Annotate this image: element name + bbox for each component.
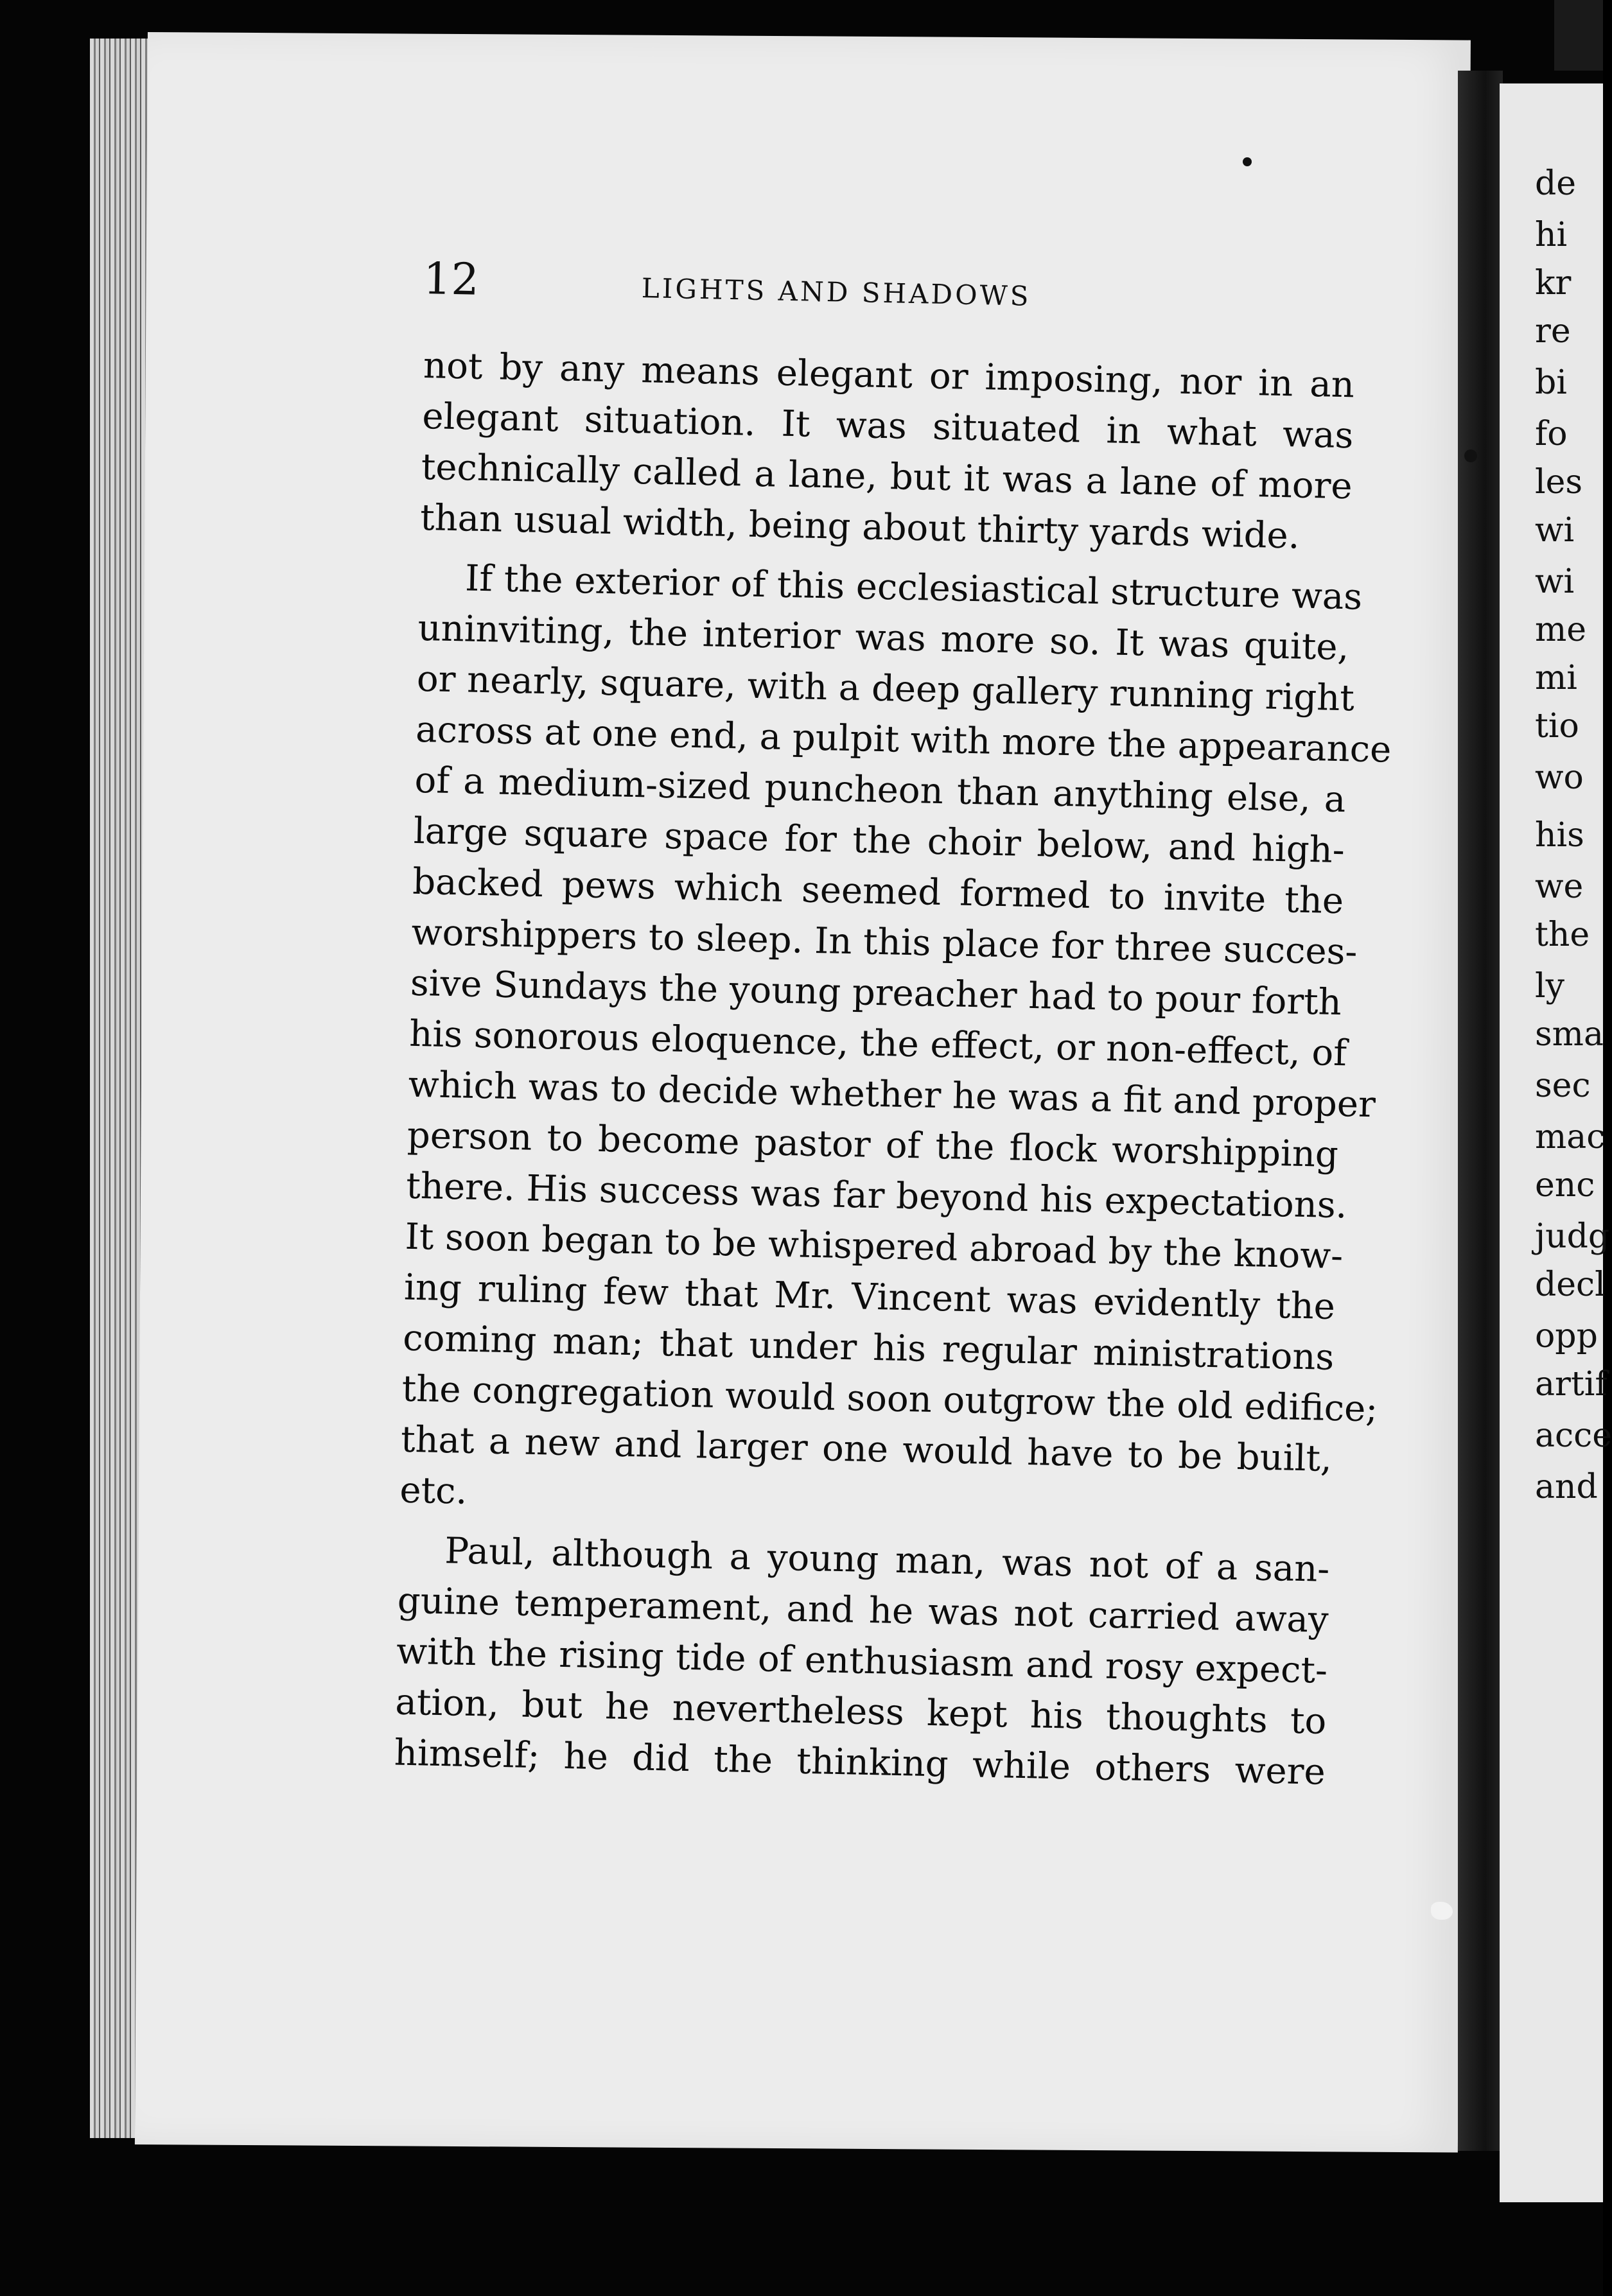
text-line: If the exterior of this ecclesiastical structure was — [464, 557, 1363, 618]
text-line: large square space for the choir below, and high- — [413, 810, 1345, 872]
facing-page-fragment: wi — [1535, 562, 1575, 601]
text-line: worshippers to sleep. In this place for three succes- — [411, 911, 1358, 973]
facing-page-fragment: sec — [1535, 1066, 1591, 1105]
text-line: which was to decide whether he was a fit and proper — [408, 1063, 1376, 1126]
facing-page-fragment: tio — [1535, 707, 1579, 745]
facing-page-fragment: bi — [1535, 363, 1567, 402]
scan-speck — [1464, 449, 1477, 462]
text-line: or nearly, square, with a deep gallery running right — [416, 657, 1355, 720]
facing-page-fragment: wo — [1535, 758, 1584, 797]
facing-page-fragment: artif — [1535, 1365, 1608, 1404]
facing-page-fragment: mac — [1535, 1118, 1606, 1156]
text-line: Paul, although a young man, was not of a san- — [444, 1530, 1330, 1590]
scan-corner-shadow — [1554, 0, 1603, 71]
facing-page-fragment: kr — [1535, 264, 1572, 302]
facing-page-fragment: de — [1535, 164, 1577, 203]
text-line: ing ruling few that Mr. Vincent was evidently the — [403, 1266, 1336, 1328]
body-text — [394, 340, 1392, 1798]
page-number: 12 — [423, 254, 480, 306]
facing-page-fragment: re — [1535, 312, 1571, 351]
facing-page-fragment: the — [1535, 916, 1590, 954]
facing-page-fragment: decl — [1535, 1265, 1606, 1304]
facing-page-fragment: wi — [1535, 511, 1575, 550]
text-line: with the rising tide of enthusiasm and rosy expect- — [396, 1630, 1328, 1692]
facing-page-fragment: we — [1535, 867, 1584, 906]
facing-page-fragment: hi — [1535, 216, 1568, 254]
text-line: himself; he did the thinking while others were — [394, 1732, 1326, 1793]
facing-page-fragment: fo — [1535, 415, 1568, 453]
text-line: sive Sundays the young preacher had to pour forth — [410, 962, 1342, 1024]
text-line: that a new and larger one would have to be built, — [400, 1418, 1333, 1480]
text-line: there. His success was far beyond his expectations. — [405, 1165, 1348, 1227]
text-line: technically called a lane, but it was a lane of more — [421, 446, 1353, 508]
facing-page-fragment: opp — [1535, 1317, 1598, 1355]
text-line: It soon began to be whispered abroad by the know- — [405, 1215, 1344, 1278]
text-line: not by any means elegant or imposing, nor in an — [423, 344, 1355, 406]
text-line: the congregation would soon outgrow the old edifice; — [401, 1368, 1378, 1431]
text-line: backed pews which seemed formed to invite the — [412, 860, 1344, 923]
facing-page-fragment: sma — [1535, 1015, 1604, 1054]
facing-page-fragment: les — [1535, 463, 1583, 501]
facing-page-fragment: enc — [1535, 1166, 1595, 1205]
text-line: elegant situation. It was situated in what was — [421, 395, 1354, 457]
facing-page-fragment: his — [1535, 816, 1584, 855]
text-line: uninviting, the interior was more so. It was quite, — [417, 607, 1349, 669]
text-line: etc. — [399, 1469, 468, 1513]
facing-page-fragment: ly — [1535, 967, 1565, 1005]
text-line: across at one end, a pulpit with more the appearance — [415, 708, 1392, 771]
text-line: of a medium-sized puncheon than anything else, a — [414, 759, 1347, 821]
facing-page-fragment: acce — [1535, 1416, 1612, 1455]
text-line: coming man; that under his regular ministrations — [402, 1317, 1335, 1379]
facing-page — [1500, 83, 1612, 2202]
text-line: ation, but he nevertheless kept his thoughts to — [394, 1681, 1327, 1743]
facing-page-fragment: me — [1535, 611, 1587, 649]
text-line: than usual width, being about thirty yards wide. — [419, 496, 1301, 557]
facing-page-fragment: judg — [1535, 1217, 1610, 1256]
text-line: person to become pastor of the flock worshipping — [407, 1114, 1339, 1176]
scan-blot — [1431, 1902, 1453, 1920]
running-head-title: LIGHTS AND SHADOWS — [641, 272, 1032, 312]
text-line: guine temperament, and he was not carried away — [397, 1579, 1329, 1641]
text-line: his sonorous eloquence, the effect, or non-effect, of — [408, 1013, 1347, 1075]
facing-page-fragment: mi — [1535, 659, 1577, 697]
scan-speck — [1243, 157, 1252, 166]
book-gutter — [1458, 71, 1503, 2151]
facing-page-fragment: and — [1535, 1468, 1598, 1506]
